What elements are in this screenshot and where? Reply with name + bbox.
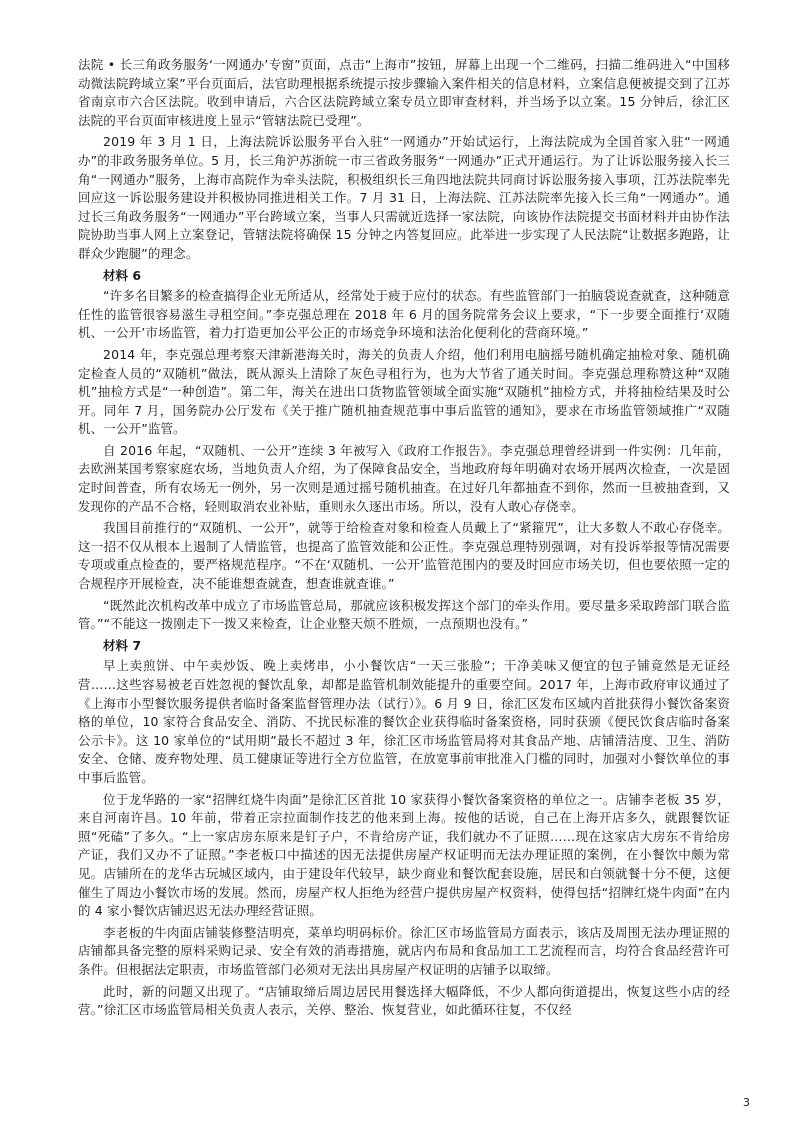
document-body: [78, 56, 730, 1023]
paragraph: 2019 年 3 月 1 日，上海法院诉讼服务平台入驻“一网通办”开始试运行，上海法院成为全国首家入驻“一网通办”的非政务服务单位。5 月，长三角沪苏浙皖一市三省政务服务“一网通办”正式开通运行。为了让诉讼服务接入长三角“一网通办”服务，上海市高院作为牵头法院，积极组织长三角四地法院共同商讨诉讼服务接入事项，江苏法院率先回应这一诉讼服务建设并积极协同推进相关工作。7 月 31 日，上海法院、江苏法院率先接入长三角“一网通办”。通过长三角政务服务“一网通办”平台跨域立案，当事人只需就近选择一家法院，向该协作法院提交书面材料并由协作法院协助当事人网上立案登记，管辖法院将确保 15 分钟之内答复回应。此举进一步实现了人民法院“让数据多跑路，让群众少跑腿”的理念。: [78, 134, 730, 261]
paragraph: 自 2016 年起，“双随机、一公开”连续 3 年被写入《政府工作报告》。李克强总理曾经讲到一件实例：几年前，去欧洲某国考察家庭农场，当地负责人介绍，为了保障食品安全，当地政府每年明确对农场开展两次检查，一次是固定时间普查，所有农场无一例外，另一次则是通过摇号随机抽查。在过好几年都抽查不到你，然而一旦被抽查到，又发现你的产品不合格，轻则取消农业补贴，重则永久逐出市场。所以，没有人敢心存侥幸。: [78, 442, 730, 514]
page-number: 3: [743, 1096, 750, 1109]
section-heading: 材料 6: [103, 267, 142, 283]
paragraph: 法院 • 长三角政务服务‘一网通办’专窗”页面，点击“上海市”按钮，屏幕上出现一个二维码，扫描二维码进入“中国移动微法院跨域立案”平台页面后，法官助理根据系统提示按步骤输入案件相关的信息材料，立案信息便被提交到了江苏省南京市六合区法院。收到申请后，六合区法院跨域立案专员立即审查材料，并当场予以立案。15 分钟后，徐汇区法院的平台页面审核进度上显示“管辖法院已受理”。: [78, 57, 730, 128]
paragraph: 我国目前推行的“双随机、一公开”，就等于给检查对象和检查人员戴上了“紧箍咒”，让大多数人不敢心存侥幸。这一招不仅从根本上遏制了人情监管，也提高了监管效能和公正性。李克强总理特别强调，对有投诉举报等情况需要专项或重点检查的，要严格规范程序。“不在‘双随机、一公开’监管范围内的要及时回应市场关切，但也要依照一定的合规程序开展检查，决不能谁想查就查，想查谁就查谁。”: [78, 520, 730, 592]
paragraph: 2014 年，李克强总理考察天津新港海关时，海关的负责人介绍，他们利用电脑摇号随机确定抽检对象、随机确定检查人员的“双随机”做法，既从源头上清除了灰色寻租行为，也为大节省了通关时间。李克强总理称赞这种“双随机”抽检方式是“一种创造”。第二年，海关在进出口货物监管领域全面实施“双随机”抽检方式，并将抽检结果及时公开。同年 7 月，国务院办公厅发布《关于推广随机抽查规范事中事后监管的通知》，要求在市场监管领域推广“双随机、一公开”监管。: [78, 346, 730, 437]
paragraph: 此时，新的问题又出现了。“店铺取缔后周边居民用餐选择大幅降低，不少人都向街道提出，恢复这些小店的经营。”徐汇区市场监管局相关负责人表示，关停、整治、恢复营业，如此循环往复，不仅经: [78, 983, 730, 1018]
section-heading: 材料 7: [103, 637, 142, 653]
paragraph: 早上卖煎饼、中午卖炒饭、晚上卖烤串，小小餐饮店“一天三张脸”；干净美味又便宜的包子铺竟然是无证经营……这些容易被老百姓忽视的餐饮乱象，却都是监管机制效能提升的重要空间。2017 年，上海市政府审议通过了《上海市小型餐饮服务提供者临时备案监督管理办法（试行）》。6 月 9 日，徐汇区发布区域内首批获得小餐饮备案资格的单位，10 家符合食品安全、消防、不扰民标准的餐饮企业获得临时备案资格，同时获颁《便民饮食店临时备案公示卡》。这 10 家单位的“试用期”最长不超过 3 年，徐汇区市场监管局将对其食品产地、店铺清洁度、卫生、消防安全、仓储、废弃物处理、员工健康证等进行全方位监管，在放宽事前审批准入门槛的同时，加强对小餐饮单位的事中事后监管。: [78, 658, 730, 785]
paragraph: “许多名目繁多的检查搞得企业无所适从，经常处于疲于应付的状态。有些监管部门一拍脑袋说查就查，这种随意任性的监管很容易滋生寻租空间。”李克强总理在 2018 年 6 月的国务院常务会议上要求，“下一步要全面推行‘双随机、一公开’市场监管，着力打造更加公平公正的市场竞争环境和法治化便利化的营商环境。”: [78, 288, 730, 341]
paragraph: 李老板的牛肉面店铺装修整洁明亮，菜单均明码标价。徐汇区市场监管局方面表示，该店及周围无法办理证照的店铺都具备完整的原料采购记录、安全有效的消毒措施，就店内布局和食品加工工艺流程而言，均符合食品经营许可条件。但根据法定职责，市场监管部门必须对无法出具房屋产权证明的店铺予以取缔。: [78, 924, 730, 977]
paragraph: 位于龙华路的一家“招牌红烧牛肉面”是徐汇区首批 10 家获得小餐饮备案资格的单位之一。店铺李老板 35 岁，来自河南许昌。10 年前，带着正宗拉面制作技艺的他来到上海。按他的话说，自己在上海开店多久，就跟餐饮证照“死磕”了多久。“上一家店房东原来是钉子户，不肯给房产证，我们就办不了证照……现在这家店大房东不肯给房产证，我们又办不了证照。”李老板口中描述的因无法提供房屋产权证明而无法办理证照的案例，在小餐饮中颇为常见。店铺所在的龙华古玩城区域内，由于建设年代较早，缺少商业和餐饮配套设施，居民和白领就餐十分不便，这便催生了周边小餐饮市场的发展。然而，房屋产权人拒绝为经营户提供房屋产权资料，使得包括“招牌红烧牛肉面”在内的 4 家小餐饮店铺迟迟无法办理经营证照。: [78, 791, 730, 919]
paragraph: “既然此次机构改革中成立了市场监管总局，那就应该积极发挥这个部门的牵头作用。要尽量多采取跨部门联合监管。”“不能这一拨刚走下一拨又来检查，让企业整天烦不胜烦，一点预期也没有。”: [78, 597, 730, 632]
